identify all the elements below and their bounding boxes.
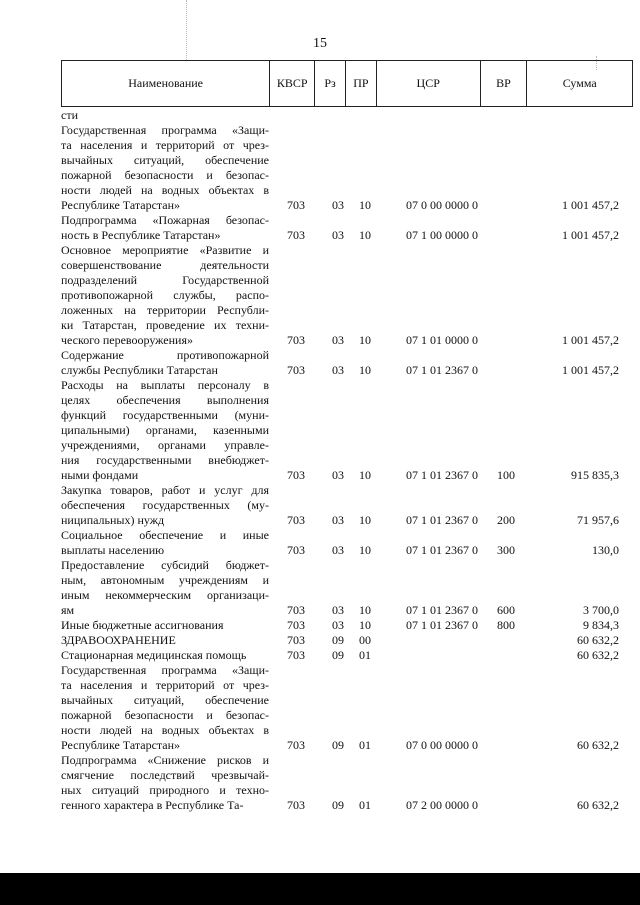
row-name-line: целях обеспечения выполнения	[61, 393, 269, 407]
row-name-line: подразделений Государственной	[61, 273, 269, 287]
cell-pr: 10	[359, 198, 371, 212]
cell-pr: 00	[359, 633, 371, 647]
cell-rz: 03	[332, 618, 344, 632]
row-name-line: учреждениями, органами управле-	[61, 438, 269, 452]
table-row	[61, 483, 633, 528]
cell-sum: 60 632,2	[577, 738, 619, 752]
row-values	[61, 333, 633, 348]
row-name-line: Социальное обеспечение и иные	[61, 528, 269, 542]
row-name-line: ности людей на водных объектах в	[61, 723, 269, 737]
cell-sum: 60 632,2	[577, 798, 619, 812]
row-name-line: Республике Татарстан»	[61, 738, 181, 752]
table-row	[61, 618, 633, 633]
table-row	[61, 528, 633, 558]
cell-csr: 07 1 01 0000 0	[406, 333, 478, 347]
cell-sum: 1 001 457,2	[562, 228, 619, 242]
row-values	[61, 738, 633, 753]
cell-sum: 915 835,3	[571, 468, 619, 482]
row-values	[61, 513, 633, 528]
header-vr: ВР	[481, 61, 528, 106]
cell-rz: 03	[332, 603, 344, 617]
table-row	[61, 378, 633, 483]
cell-pr: 10	[359, 333, 371, 347]
cell-csr: 07 1 01 2367 0	[406, 603, 478, 617]
cell-sum: 1 001 457,2	[562, 333, 619, 347]
cell-rz: 03	[332, 513, 344, 527]
cell-kvsr: 703	[287, 633, 305, 647]
row-name-line: Государственная программа «Защи-	[61, 663, 269, 677]
table-row	[61, 213, 633, 243]
cell-kvsr: 703	[287, 738, 305, 752]
row-name-line: противопожарной службы, распо-	[61, 288, 269, 302]
header-kvsr: КВСР	[270, 61, 315, 106]
row-name-line: Подпрограмма «Пожарная безопас-	[61, 213, 269, 227]
row-name-line: ным, автономным учреждениям и	[61, 573, 269, 587]
cell-kvsr: 703	[287, 198, 305, 212]
cell-rz: 09	[332, 798, 344, 812]
table-row	[61, 123, 633, 213]
cell-rz: 03	[332, 333, 344, 347]
cell-pr: 01	[359, 738, 371, 752]
row-values	[61, 108, 633, 123]
row-name-line: смягчение последствий чрезвычай-	[61, 768, 269, 782]
cell-pr: 01	[359, 798, 371, 812]
row-name-line: ными фондами	[61, 468, 139, 482]
row-name-line: вычайных ситуаций, обеспечение	[61, 693, 269, 707]
row-name-line: Государственная программа «Защи-	[61, 123, 269, 137]
row-name-line: Иные бюджетные ассигнования	[61, 618, 224, 632]
row-name-line: вычайных ситуаций, обеспечение	[61, 153, 269, 167]
cell-csr: 07 1 01 2367 0	[406, 543, 478, 557]
cell-rz: 03	[332, 198, 344, 212]
scan-footer-bar	[0, 873, 640, 905]
row-name-line: службы Республики Татарстан	[61, 363, 218, 377]
cell-rz: 03	[332, 543, 344, 557]
row-name-line: иным некоммерческим организаци-	[61, 588, 269, 602]
cell-vr: 300	[497, 543, 515, 557]
cell-csr: 07 1 01 2367 0	[406, 618, 478, 632]
cell-pr: 10	[359, 513, 371, 527]
cell-kvsr: 703	[287, 513, 305, 527]
cell-vr: 600	[497, 603, 515, 617]
cell-csr: 07 0 00 0000 0	[406, 198, 478, 212]
row-name-line: ность в Республике Татарстан»	[61, 228, 221, 242]
table-header	[61, 60, 633, 107]
row-name-line: Предоставление субсидий бюджет-	[61, 558, 269, 572]
row-values	[61, 648, 633, 663]
cell-sum: 1 001 457,2	[562, 198, 619, 212]
header-sum: Сумма	[562, 76, 597, 90]
row-name-line: Подпрограмма «Снижение рисков и	[61, 753, 269, 767]
row-name-line: Расходы на выплаты персоналу в	[61, 378, 269, 392]
row-values	[61, 603, 633, 618]
cell-sum: 60 632,2	[577, 648, 619, 662]
scan-mark-left	[186, 0, 187, 60]
cell-rz: 09	[332, 633, 344, 647]
cell-vr: 200	[497, 513, 515, 527]
row-name-line: ЗДРАВООХРАНЕНИЕ	[61, 633, 176, 647]
cell-kvsr: 703	[287, 648, 305, 662]
row-name-line: Стационарная медицинская помощь	[61, 648, 247, 662]
cell-sum: 1 001 457,2	[562, 363, 619, 377]
table-row	[61, 663, 633, 753]
row-name-line: ципальными) органами, казенными	[61, 423, 269, 437]
cell-kvsr: 703	[287, 618, 305, 632]
header-rz: Рз	[315, 61, 346, 106]
cell-csr: 07 2 00 0000 0	[406, 798, 478, 812]
cell-kvsr: 703	[287, 228, 305, 242]
cell-kvsr: 703	[287, 333, 305, 347]
row-name-line: ложенных на территории Республи-	[61, 303, 269, 317]
cell-csr: 07 1 01 2367 0	[406, 468, 478, 482]
cell-kvsr: 703	[287, 603, 305, 617]
row-name-line: ния государственными внебюджет-	[61, 453, 269, 467]
cell-sum: 3 700,0	[583, 603, 619, 617]
table-row	[61, 648, 633, 663]
row-name-line: та населения и территорий от чрез-	[61, 138, 269, 152]
cell-pr: 10	[359, 618, 371, 632]
cell-csr: 07 1 01 2367 0	[406, 513, 478, 527]
table-row	[61, 558, 633, 618]
cell-pr: 01	[359, 648, 371, 662]
row-name-line: ности людей на водных объектах в	[61, 183, 269, 197]
cell-kvsr: 703	[287, 363, 305, 377]
row-name-line: Республике Татарстан»	[61, 198, 181, 212]
row-name-line: сти	[61, 108, 78, 122]
row-name-line: ных ситуаций природного и техно-	[61, 783, 269, 797]
table-row	[61, 243, 633, 348]
cell-sum: 71 957,6	[577, 513, 619, 527]
row-name-line: функций государственными (муни-	[61, 408, 269, 422]
row-name-line: ческого перевооружения»	[61, 333, 193, 347]
cell-kvsr: 703	[287, 468, 305, 482]
row-name-line: пожарной безопасности и безопас-	[61, 708, 269, 722]
table-body	[61, 108, 633, 813]
cell-pr: 10	[359, 603, 371, 617]
table-row	[61, 108, 633, 123]
row-name-line: Закупка товаров, работ и услуг для	[61, 483, 269, 497]
row-name-line: ниципальных) нужд	[61, 513, 165, 527]
cell-kvsr: 703	[287, 798, 305, 812]
cell-vr: 100	[497, 468, 515, 482]
row-values	[61, 468, 633, 483]
header-csr: ЦСР	[377, 61, 481, 106]
row-name-line: совершенствование деятельности	[61, 258, 269, 272]
row-values	[61, 228, 633, 243]
page-number: 15	[313, 36, 327, 51]
row-values	[61, 363, 633, 378]
row-name-line: та населения и территорий от чрез-	[61, 678, 269, 692]
cell-sum: 60 632,2	[577, 633, 619, 647]
table-row	[61, 348, 633, 378]
cell-rz: 03	[332, 468, 344, 482]
cell-vr: 800	[497, 618, 515, 632]
row-name-line: Содержание противопожарной	[61, 348, 269, 362]
row-values	[61, 798, 633, 813]
cell-csr: 07 1 00 0000 0	[406, 228, 478, 242]
cell-rz: 03	[332, 363, 344, 377]
row-name-line: генного характера в Республике Та-	[61, 798, 244, 812]
cell-rz: 09	[332, 648, 344, 662]
cell-csr: 07 0 00 0000 0	[406, 738, 478, 752]
cell-csr: 07 1 01 2367 0	[406, 363, 478, 377]
header-pr: ПР	[346, 61, 377, 106]
cell-pr: 10	[359, 363, 371, 377]
row-values	[61, 198, 633, 213]
row-name-line: ки Татарстан, проведение их техни-	[61, 318, 269, 332]
cell-pr: 10	[359, 468, 371, 482]
row-name-line: выплаты населению	[61, 543, 165, 557]
cell-kvsr: 703	[287, 543, 305, 557]
cell-sum: 130,0	[592, 543, 619, 557]
cell-rz: 03	[332, 228, 344, 242]
row-values	[61, 618, 633, 633]
cell-rz: 09	[332, 738, 344, 752]
table-row	[61, 753, 633, 813]
cell-sum: 9 834,3	[583, 618, 619, 632]
cell-pr: 10	[359, 228, 371, 242]
row-values	[61, 543, 633, 558]
header-name: Наименование	[62, 61, 270, 106]
row-name-line: пожарной безопасности и безопас-	[61, 168, 269, 182]
row-name-line: ям	[61, 603, 75, 617]
row-name-line: обеспечения государственных (му-	[61, 498, 269, 512]
row-values	[61, 633, 633, 648]
row-name-line: Основное мероприятие «Развитие и	[61, 243, 269, 257]
cell-pr: 10	[359, 543, 371, 557]
table-row	[61, 633, 633, 648]
